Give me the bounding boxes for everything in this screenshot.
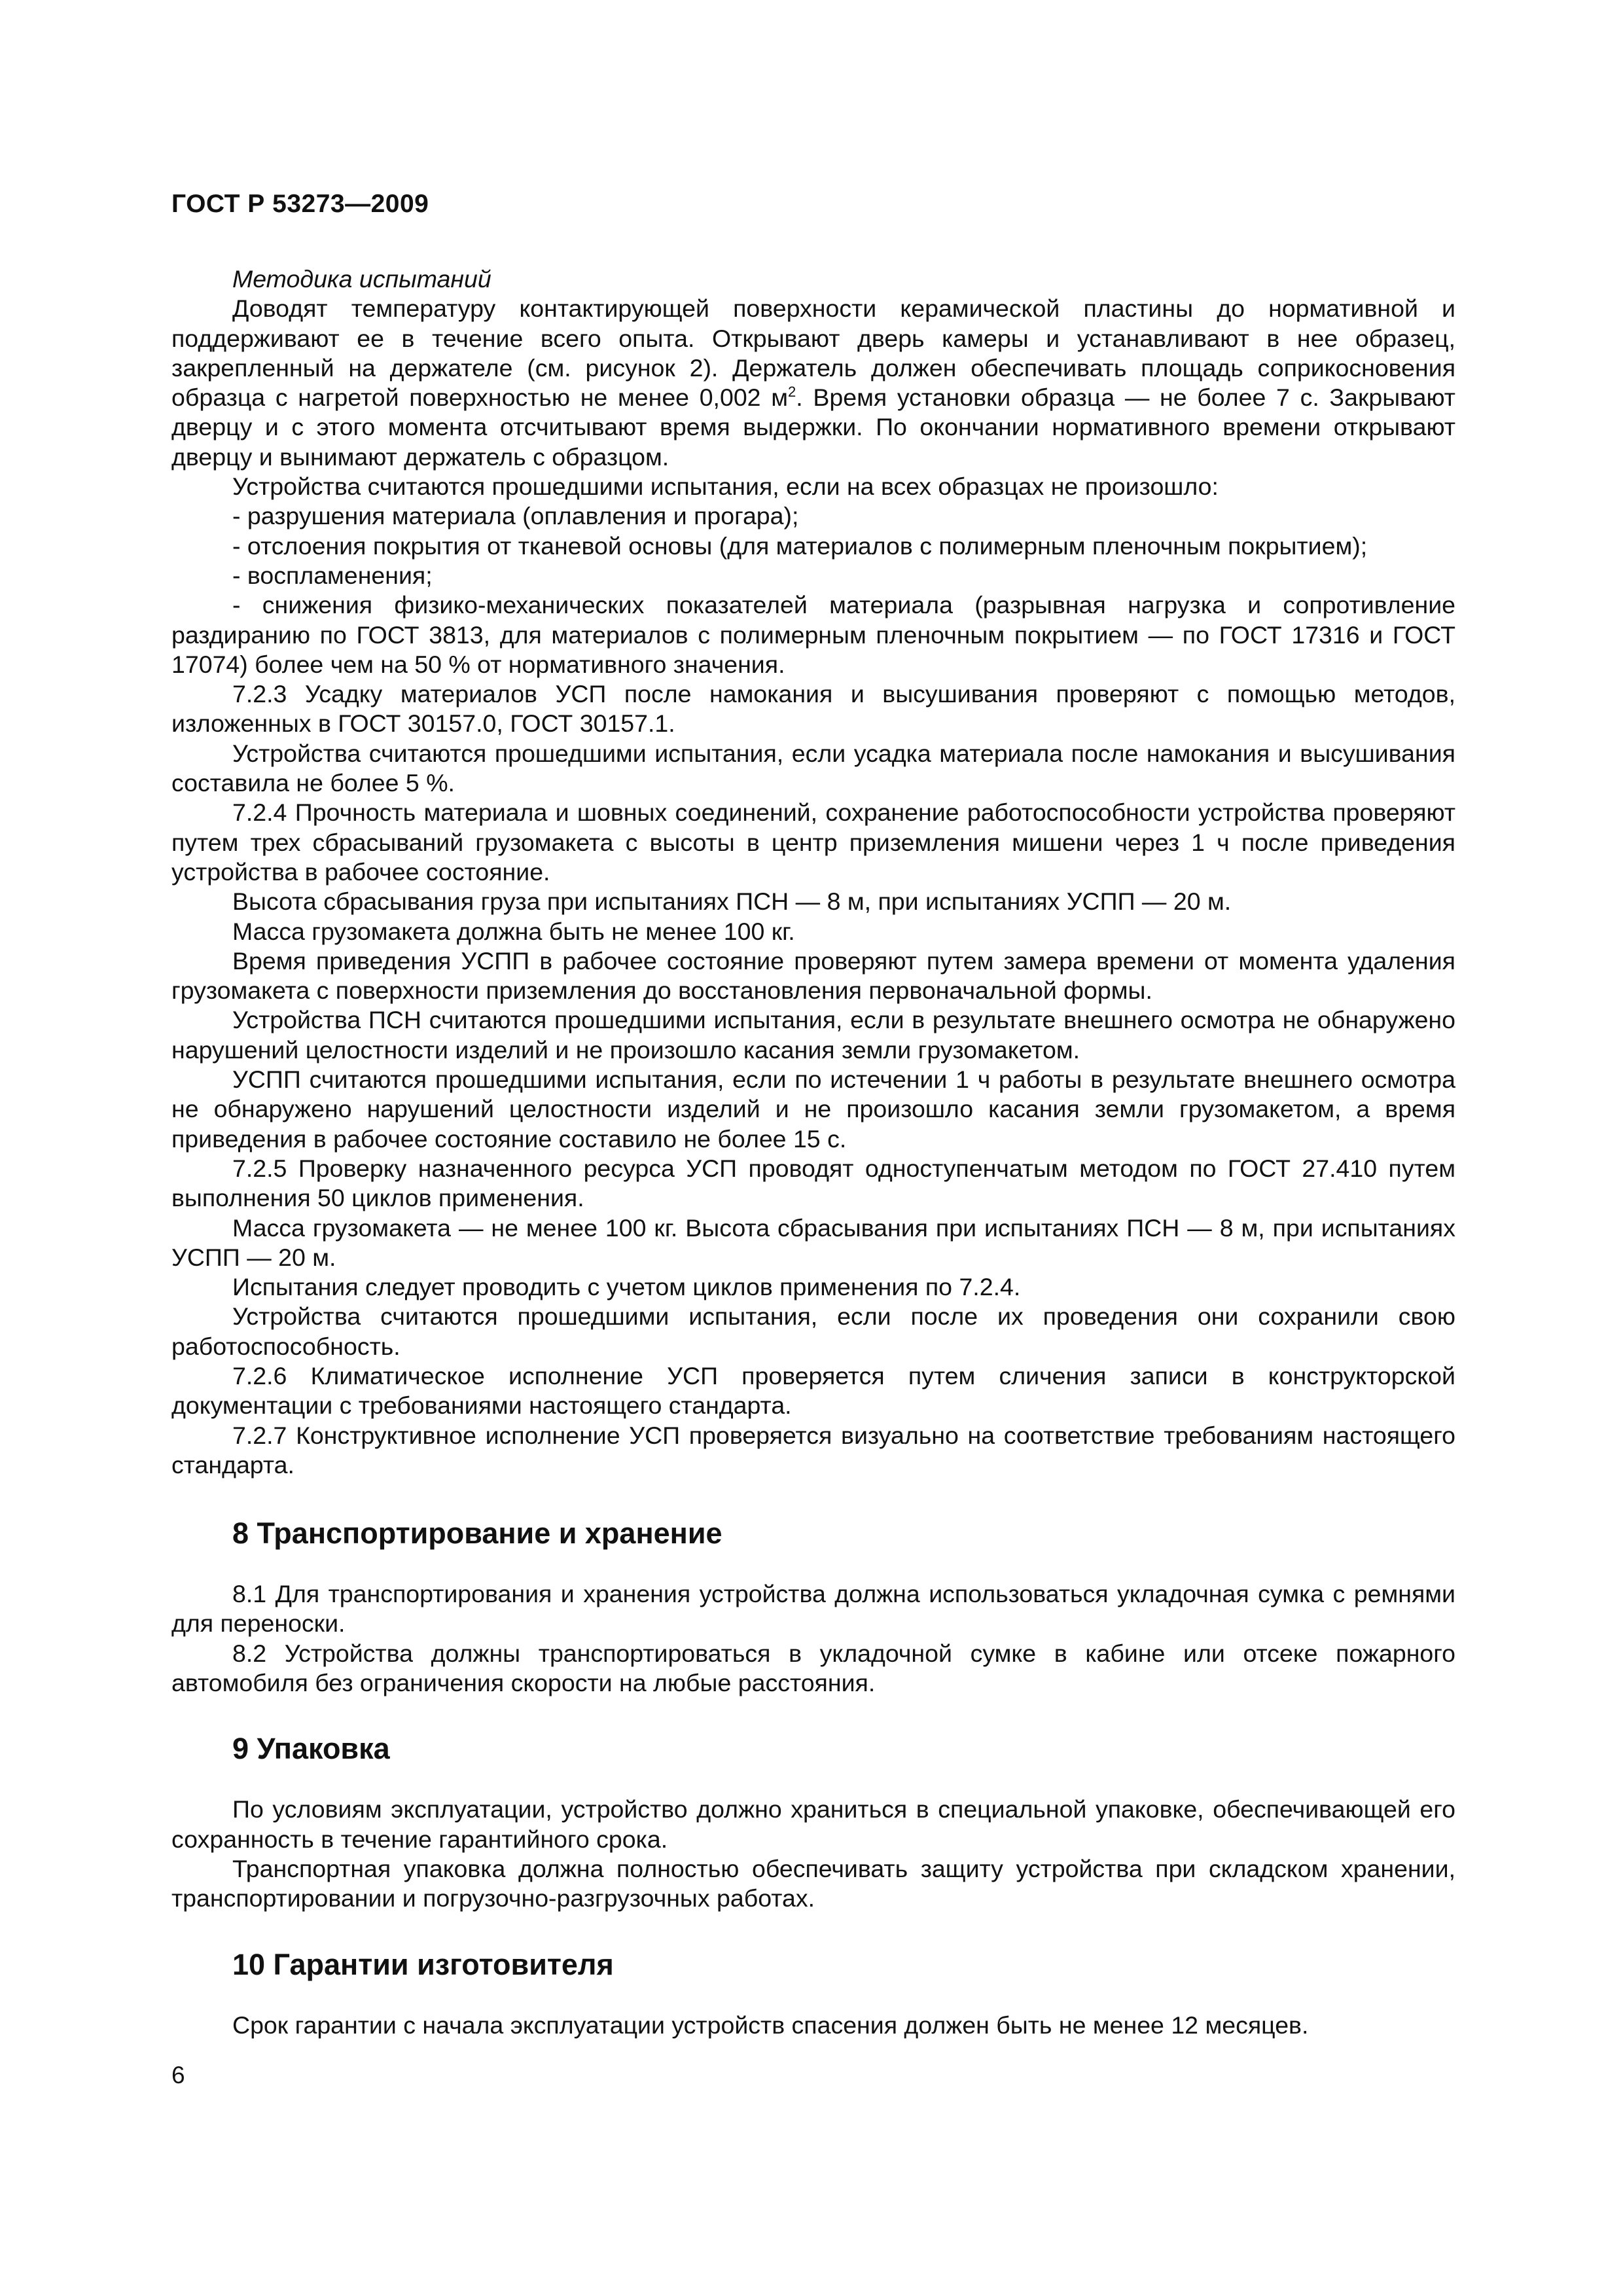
paragraph: По условиям эксплуатации, устройство должно храниться в специальной упаковке, обеспечивающей его сохранность в течение гарантийного срока.	[171, 1795, 1455, 1853]
list-item: - воспламенения;	[232, 561, 433, 589]
paragraph: Время приведения УСПП в рабочее состояние проверяют путем замера времени от момента удаления грузомакета с поверхности приземления до восстановления первоначальной формы.	[171, 946, 1455, 1005]
list-item: - отслоения покрытия от тканевой основы (для материалов с полимерным пленочным покрытием);	[232, 531, 1368, 560]
paragraph: Испытания следует проводить с учетом циклов применения по 7.2.4.	[232, 1273, 1021, 1301]
paragraph-text: . Время установки образца — не более 7 с. Закрывают дверцу и с этого момента отсчитывают время выдержки. По окончании нормативного времени открывают дверцу и вынимают держатель с образцом.	[171, 384, 1455, 471]
subsection-title: Методика испытаний	[232, 265, 491, 293]
paragraph: Устройства ПСН считаются прошедшими испытания, если в результате внешнего осмотра не обнаружено нарушений целостности изделий и не произошло касания земли грузомакетом.	[171, 1006, 1455, 1064]
section-heading-10: 10 Гарантии изготовителя	[232, 1947, 614, 1981]
document-header: ГОСТ Р 53273—2009	[171, 190, 429, 218]
page-number: 6	[171, 2062, 185, 2089]
paragraph-text: Доводят температуру контактирующей поверхности керамической пластины до нормативной и поддерживают ее в течение всего опыта. Открывают дверь камеры и устанавливают в нее образец, закрепленный на держателе (см. рисунок 2). Держатель должен обеспечивать площадь соприкосновения образца с нагретой поверхностью не менее 0,002 м	[171, 295, 1455, 412]
paragraph: Срок гарантии с начала эксплуатации устройств спасения должен быть не менее 12 месяцев.	[232, 2011, 1309, 2039]
paragraph: Транспортная упаковка должна полностью обеспечивать защиту устройства при складском хранении, транспортировании и погрузочно-разгрузочных работах.	[171, 1854, 1455, 1912]
paragraph: Высота сбрасывания груза при испытаниях ПСН — 8 м, при испытаниях УСПП — 20 м.	[232, 888, 1232, 916]
section-heading-9: 9 Упаковка	[232, 1732, 390, 1766]
clause-8-1: 8.1 Для транспортирования и хранения устройства должна использоваться укладочная сумка с ремнями для переноски.	[171, 1580, 1455, 1638]
clause-8-2: 8.2 Устройства должны транспортироваться в укладочной сумке в кабине или отсеке пожарного автомобиля без ограничения скорости на любые расстояния.	[171, 1639, 1455, 1697]
list-item: - разрушения материала (оплавления и прогара);	[232, 502, 799, 530]
clause-7-2-3: 7.2.3 Усадку материалов УСП после намокания и высушивания проверяют с помощью методов, изложенных в ГОСТ 30157.0, ГОСТ 30157.1.	[171, 680, 1455, 738]
paragraph: Масса грузомакета — не менее 100 кг. Высота сбрасывания при испытаниях ПСН — 8 м, при испытаниях УСПП — 20 м.	[171, 1213, 1455, 1271]
document-body	[171, 264, 1455, 2040]
paragraph: УСПП считаются прошедшими испытания, если по истечении 1 ч работы в результате внешнего осмотра не обнаружено нарушений целостности изделий и не произошло касания земли грузомакетом, а время приведения в рабочее состояние составило не более 15 с.	[171, 1066, 1455, 1153]
paragraph: Устройства считаются прошедшими испытания, если усадка материала после намокания и высушивания составила не более 5 %.	[171, 739, 1455, 797]
clause-7-2-4: 7.2.4 Прочность материала и шовных соединений, сохранение работоспособности устройства проверяют путем трех сбрасываний грузомакета с высоты в центр приземления мишени через 1 ч после приведения устройства в рабочее состояние.	[171, 798, 1455, 886]
clause-7-2-6: 7.2.6 Климатическое исполнение УСП проверяется путем сличения записи в конструкторской документации с требованиями настоящего стандарта.	[171, 1361, 1455, 1420]
clause-7-2-7: 7.2.7 Конструктивное исполнение УСП проверяется визуально на соответствие требованиям настоящего стандарта.	[171, 1421, 1455, 1479]
paragraph: Устройства считаются прошедшими испытания, если на всех образцах не произошло:	[232, 473, 1219, 501]
clause-7-2-5: 7.2.5 Проверку назначенного ресурса УСП проводят одноступенчатым методом по ГОСТ 27.410 путем выполнения 50 циклов применения.	[171, 1154, 1455, 1212]
superscript: 2	[788, 384, 796, 401]
list-item: - снижения физико-механических показателей материала (разрывная нагрузка и сопротивление раздиранию по ГОСТ 3813, для материалов с полимерным пленочным покрытием — по ГОСТ 17316 и ГОСТ 17074) более чем на 50 % от нормативного значения.	[171, 591, 1455, 678]
paragraph	[171, 294, 1455, 472]
paragraph: Масса грузомакета должна быть не менее 100 кг.	[232, 917, 795, 945]
section-heading-8: 8 Транспортирование и хранение	[232, 1516, 722, 1551]
paragraph: Устройства считаются прошедшими испытания, если после их проведения они сохранили свою работоспособность.	[171, 1302, 1455, 1360]
